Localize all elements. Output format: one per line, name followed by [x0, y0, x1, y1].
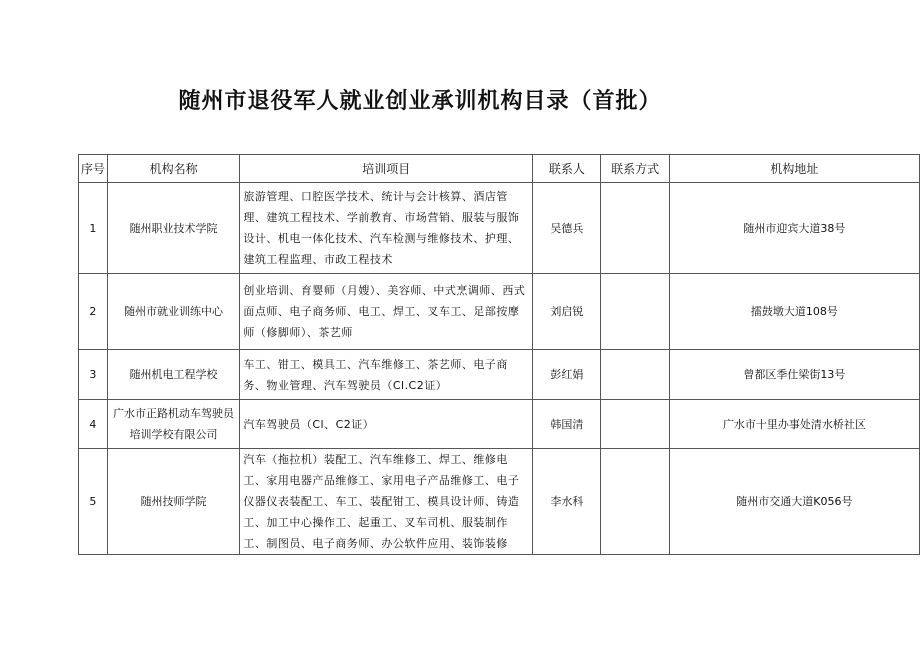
row-project: 汽车驾驶员（Cl、C2证）	[240, 400, 533, 449]
row-phone	[601, 183, 669, 274]
directory-table	[78, 154, 920, 555]
header-name: 机构名称	[107, 155, 240, 183]
row-phone	[601, 350, 669, 400]
row-address: 擂鼓墩大道108号	[669, 274, 919, 350]
row-phone	[601, 400, 669, 449]
row-project: 旅游管理、口腔医学技术、统计与会计核算、酒店管理、建筑工程技术、学前教育、市场营销、服装与服饰设计、机电一体化技术、汽车检测与维修技术、护理、建筑工程监理、市政工程技术	[240, 183, 533, 274]
header-address: 机构地址	[669, 155, 919, 183]
row-contact: 韩国清	[533, 400, 601, 449]
row-no: 5	[79, 449, 108, 555]
row-phone	[601, 274, 669, 350]
row-phone	[601, 449, 669, 555]
row-org-name: 广水市正路机动车驾驶员培训学校有限公司	[107, 400, 240, 449]
table-row	[79, 350, 920, 400]
row-address: 广水市十里办事处清水桥社区	[669, 400, 919, 449]
table-row	[79, 400, 920, 449]
table-row	[79, 183, 920, 274]
header-contact: 联系人	[533, 155, 601, 183]
row-contact: 刘启锐	[533, 274, 601, 350]
row-address: 随州市交通大道K056号	[669, 449, 919, 555]
table-row	[79, 449, 920, 555]
page-title: 随州市退役军人就业创业承训机构目录（首批）	[178, 89, 662, 114]
row-org-name: 随州机电工程学校	[107, 350, 240, 400]
row-contact: 吴德兵	[533, 183, 601, 274]
row-no: 4	[79, 400, 108, 449]
row-project: 创业培训、育婴师（月嫂）、美容师、中式烹调师、西式面点师、电子商务师、电工、焊工、叉车工、足部按摩师（修脚师）、茶艺师	[240, 274, 533, 350]
row-project: 汽车（拖拉机）装配工、汽车维修工、焊工、维修电工、家用电器产品维修工、家用电子产品维修工、电子仪器仪表装配工、车工、装配钳工、模具设计师、铸造工、加工中心操作工、起重工、叉车司机、服装制作工、制图员、电子商务师、办公软件应用、装饰装修	[240, 449, 533, 555]
header-no: 序号	[79, 155, 108, 183]
row-no: 1	[79, 183, 108, 274]
row-org-name: 随州市就业训练中心	[107, 274, 240, 350]
row-address: 随州市迎宾大道38号	[669, 183, 919, 274]
row-org-name: 随州职业技术学院	[107, 183, 240, 274]
row-org-name: 随州技师学院	[107, 449, 240, 555]
table-row	[79, 274, 920, 350]
row-no: 2	[79, 274, 108, 350]
row-project: 车工、钳工、模具工、汽车维修工、茶艺师、电子商务、物业管理、汽车驾驶员（Cl.C2证）	[240, 350, 533, 400]
header-row	[79, 155, 920, 183]
row-contact: 彭红娟	[533, 350, 601, 400]
row-contact: 李水科	[533, 449, 601, 555]
header-project: 培训项目	[240, 155, 533, 183]
row-address: 曾都区季仕梁街13号	[669, 350, 919, 400]
row-no: 3	[79, 350, 108, 400]
header-phone: 联系方式	[601, 155, 669, 183]
